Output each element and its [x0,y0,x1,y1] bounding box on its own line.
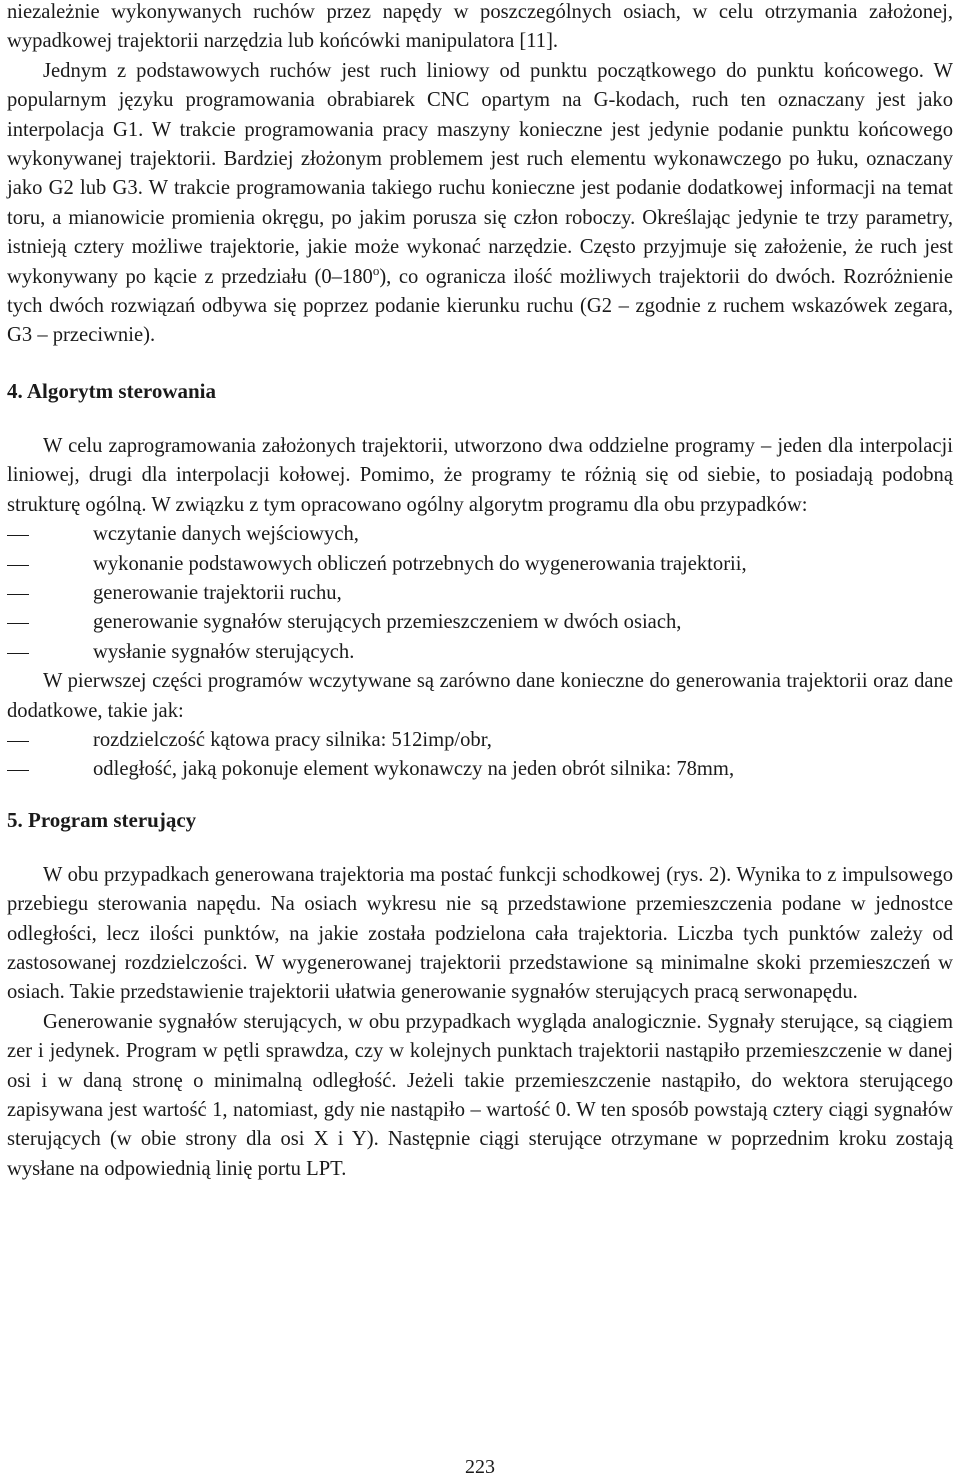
section-heading-5: 5. Program sterujący [7,807,197,832]
list-item: rozdzielczość kątowa pracy silnika: 512imp/obr, [7,726,953,755]
paragraph-algorithm-intro: W celu zaprogramowania założonych trajektorii, utworzono dwa oddzielne programy – jeden dla interpolacji liniowej, drugi dla interpolacji kołowej. Pomimo, że programy te różnią się od siebie, to posiadają podobną strukturę ogólną. W związku z tym opracowano ogólny algorytm programu dla obu przypadków: [7,434,953,516]
paragraph-continuation: niezależnie wykonywanych ruchów przez napędy w poszczególnych osiach, w celu otrzymania założonej, wypadkowej trajektorii narzędzia lub końcówki manipulatora [11]. [7,1,953,53]
page-number: 223 [465,1456,495,1478]
input-data-list [7,726,953,785]
paragraph-control-signals: Generowanie sygnałów sterujących, w obu przypadkach wygląda analogicznie. Sygnały sterujące, są ciągiem zer i jedynek. Program w pętli sprawdza, czy w kolejnych punktach trajektorii nastąpiło przemieszczenie w danej osi i w daną stronę o minimalną odległość. Jeżeli takie przemieszczenie nastąpiło, do wektora sterującego zapisywana jest wartość 1, natomiast, gdy nie nastąpiło – wartość 0. W ten sposób powstają cztery ciągi sygnałów sterujących (w obie strony dla osi X i Y). Następnie ciągi sterujące otrzymane w poprzednim kroku zostają wysłane na odpowiednią linię portu LPT. [7,1010,953,1180]
dash-bullet [7,770,29,771]
degree-superscript: o [372,262,380,278]
list-item: wysłanie sygnałów sterujących. [7,638,953,667]
paragraph-input-data: W pierwszej części programów wczytywane są zarówno dane konieczne do generowania trajektorii oraz dane dodatkowe, takie jak: [7,670,953,722]
list-item: wczytanie danych wejściowych, [7,520,953,549]
list-item: generowanie trajektorii ruchu, [7,579,953,608]
dash-bullet [7,623,29,624]
dash-bullet [7,565,29,566]
paragraph-g-codes [7,57,953,351]
algorithm-steps-list [7,520,953,667]
list-item: wykonanie podstawowych obliczeń potrzebnych do wygenerowania trajektorii, [7,550,953,579]
dash-bullet [7,594,29,595]
dash-bullet [7,741,29,742]
section-heading-4: 4. Algorytm sterowania [7,378,217,403]
paragraph-text-end: ), co ogranicza ilość możliwych trajektorii do dwóch. Rozróżnienie tych dwóch rozwiązań odbywa się poprzez podanie kierunku ruchu (G2 – zgodnie z ruchem wskazówek zegara, G3 – przeciwnie). [7,265,953,347]
dash-bullet [7,535,29,536]
paragraph-text: Jednym z podstawowych ruchów jest ruch liniowy od punktu początkowego do punktu końcowego. W popularnym języku programowania obrabiarek CNC opartym na G-kodach, ruch ten oznaczany jest jako interpolacja G1. W trakcie programowania pracy maszyny konieczne jest jedynie podanie punktu końcowego wykonywanej trajektorii. Bardziej złożonym problemem jest ruch elementu wykonawczego po łuku, oznaczany jako G2 lub G3. W trakcie programowania takiego ruchu konieczne jest podanie dodatkowej informacji na temat toru, a mianowicie promienia okręgu, po jakim porusza się człon roboczy. Określając jedynie te trzy parametry, istnieją cztery możliwe trajektorie, jakie może wykonać narzędzie. Często przyjmuje się założenie, że ruch jest wykonywany po kącie z przedziału (0–180 [7,59,953,288]
dash-bullet [7,653,29,654]
paragraph-step-function: W obu przypadkach generowana trajektoria ma postać funkcji schodkowej (rys. 2). Wynika to z impulsowego przebiegu sterowania napędu. Na osiach wykresu nie są przedstawione przemieszczenia podane w jednostce odległości, lecz ilości punktów, na jakie została podzielona cała trajektoria. Liczba tych punktów zależy od zastosowanej rozdzielczości. W wygenerowanej trajektorii przedstawione są minimalne skoki przemieszczeń w osiach. Takie przedstawienie trajektorii ułatwia generowanie sygnałów sterujących pracą serwonapędu. [7,863,953,1004]
page-content [7,0,953,1184]
list-item: odległość, jaką pokonuje element wykonawczy na jeden obrót silnika: 78mm, [7,755,953,784]
list-item: generowanie sygnałów sterujących przemieszczeniem w dwóch osiach, [7,608,953,637]
